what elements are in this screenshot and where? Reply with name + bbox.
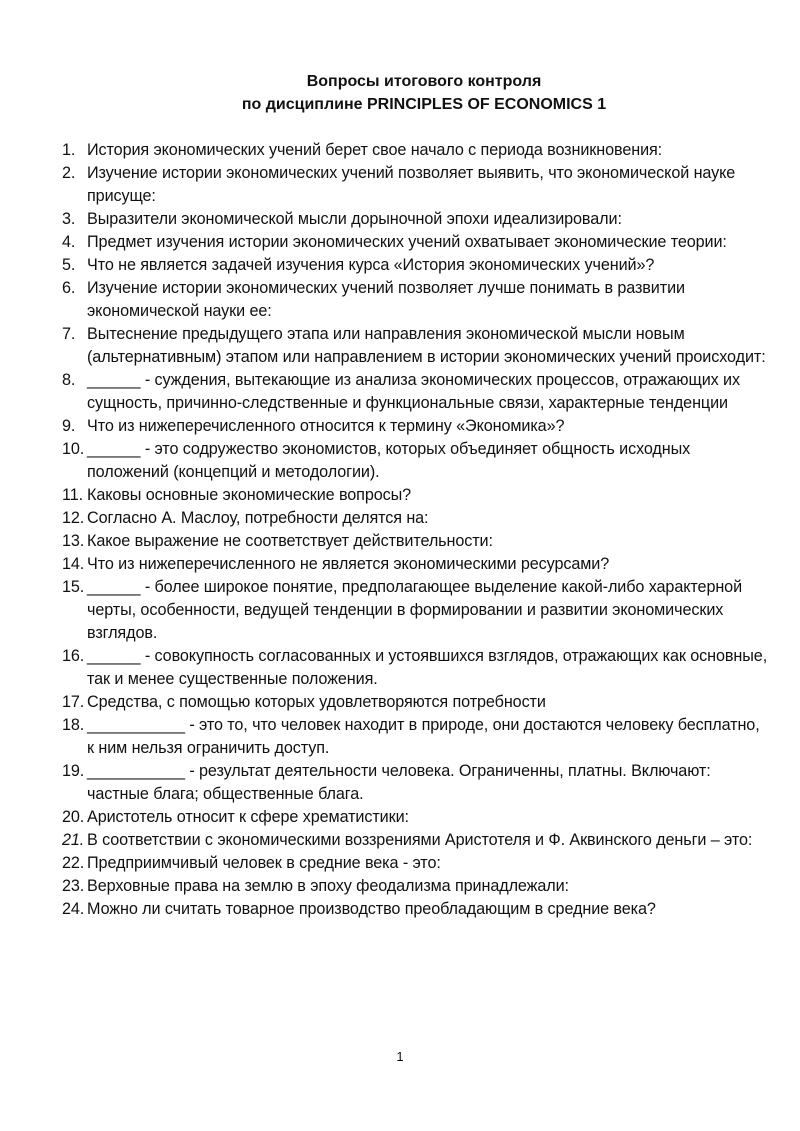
question-item bbox=[62, 484, 770, 507]
question-item bbox=[62, 852, 770, 875]
question-item bbox=[62, 231, 770, 254]
question-item bbox=[62, 415, 770, 438]
question-number: 5. bbox=[62, 256, 76, 274]
question-number: 8. bbox=[62, 371, 76, 389]
question-text: ______ - суждения, вытекающие из анализа экономических процессов, отражающих их сущность, причинно-следственные и функциональные связи, характерные тенденции bbox=[87, 371, 740, 412]
question-number: 7. bbox=[62, 325, 76, 343]
question-item bbox=[62, 530, 770, 553]
question-number: 1. bbox=[62, 141, 76, 159]
question-item bbox=[62, 806, 770, 829]
question-text: Можно ли считать товарное производство преобладающим в средние века? bbox=[87, 900, 656, 918]
question-number: 11. bbox=[62, 486, 84, 504]
question-item bbox=[62, 208, 770, 231]
question-number: 20. bbox=[62, 808, 85, 826]
question-item bbox=[62, 760, 770, 806]
question-item bbox=[62, 875, 770, 898]
question-text: Вытеснение предыдущего этапа или направления экономической мысли новым (альтернативным) этапом или направлением в истории экономических учений происходит: bbox=[87, 325, 766, 366]
question-item bbox=[62, 898, 770, 921]
question-text: Аристотель относит к сфере хрематистики: bbox=[87, 808, 409, 826]
question-text: Предприимчивый человек в средние века - это: bbox=[87, 854, 441, 872]
question-text: ___________ - результат деятельности человека. Ограниченны, платны. Включают: частные блага; общественные блага. bbox=[87, 762, 711, 803]
question-item bbox=[62, 369, 770, 415]
question-text: Какое выражение не соответствует действительности: bbox=[87, 532, 493, 550]
question-text: В соответствии с экономическими воззрениями Аристотеля и Ф. Аквинского деньги – это: bbox=[87, 831, 753, 849]
question-item bbox=[62, 277, 770, 323]
question-text: Средства, с помощью которых удовлетворяются потребности bbox=[87, 693, 546, 711]
question-number: 23. bbox=[62, 877, 85, 895]
question-number: 19. bbox=[62, 762, 85, 780]
question-text: Верховные права на землю в эпоху феодализма принадлежали: bbox=[87, 877, 569, 895]
page-number: 1 bbox=[396, 1049, 404, 1064]
question-item bbox=[62, 829, 770, 852]
question-number: 13. bbox=[62, 532, 85, 550]
question-number: 3. bbox=[62, 210, 76, 228]
question-list bbox=[62, 139, 770, 921]
question-text: ______ - это содружество экономистов, которых объединяет общность исходных положений (концепций и методологии). bbox=[87, 440, 691, 481]
question-number: 15. bbox=[62, 578, 85, 596]
question-text: Изучение истории экономических учений позволяет лучше понимать в развитии экономической науки ее: bbox=[87, 279, 685, 320]
question-text: ______ - совокупность согласованных и устоявшихся взглядов, отражающих как основные, так и менее существенные положения. bbox=[87, 647, 768, 688]
question-item bbox=[62, 645, 770, 691]
question-item bbox=[62, 254, 770, 277]
question-number: 9. bbox=[62, 417, 76, 435]
question-text: Согласно А. Маслоу, потребности делятся на: bbox=[87, 509, 429, 527]
question-item bbox=[62, 139, 770, 162]
question-text: Что из нижеперечисленного относится к термину «Экономика»? bbox=[87, 417, 565, 435]
question-number: 10. bbox=[62, 440, 85, 458]
question-item bbox=[62, 691, 770, 714]
question-number: 12. bbox=[62, 509, 85, 527]
question-number: 14. bbox=[62, 555, 85, 573]
question-text: Что из нижеперечисленного не является экономическими ресурсами? bbox=[87, 555, 610, 573]
question-number: 17. bbox=[62, 693, 85, 711]
question-number: 4. bbox=[62, 233, 76, 251]
question-text: История экономических учений берет свое начало с периода возникновения: bbox=[87, 141, 663, 159]
question-number: 2. bbox=[62, 164, 76, 182]
question-text: ___________ - это то, что человек находит в природе, они достаются человеку бесплатно, к ним нельзя ограничить доступ. bbox=[87, 716, 760, 757]
question-item bbox=[62, 438, 770, 484]
question-text: ______ - более широкое понятие, предполагающее выделение какой-либо характерной черты, особенности, ведущей тенденции в формировании и развитии экономических взглядов. bbox=[87, 578, 743, 642]
question-text: Каковы основные экономические вопросы? bbox=[87, 486, 412, 504]
question-text: Что не является задачей изучения курса «История экономических учений»? bbox=[87, 256, 655, 274]
question-number: 6. bbox=[62, 279, 76, 297]
question-text: Изучение истории экономических учений позволяет выявить, что экономической науке присуще: bbox=[87, 164, 736, 205]
question-item bbox=[62, 507, 770, 530]
title-line-1: Вопросы итогового контроля bbox=[306, 73, 542, 90]
document-title bbox=[0, 70, 800, 116]
question-text: Выразители экономической мысли дорыночной эпохи идеализировали: bbox=[87, 210, 622, 228]
question-number: 24. bbox=[62, 900, 85, 918]
title-line-2: по дисциплине PRINCIPLES OF ECONOMICS 1 bbox=[241, 96, 607, 113]
question-number: 21. bbox=[62, 831, 85, 849]
question-item bbox=[62, 162, 770, 208]
question-item bbox=[62, 553, 770, 576]
question-text: Предмет изучения истории экономических учений охватывает экономические теории: bbox=[87, 233, 727, 251]
question-number: 22. bbox=[62, 854, 85, 872]
question-item bbox=[62, 576, 770, 645]
question-number: 18. bbox=[62, 716, 85, 734]
question-item bbox=[62, 323, 770, 369]
question-item bbox=[62, 714, 770, 760]
question-number: 16. bbox=[62, 647, 85, 665]
